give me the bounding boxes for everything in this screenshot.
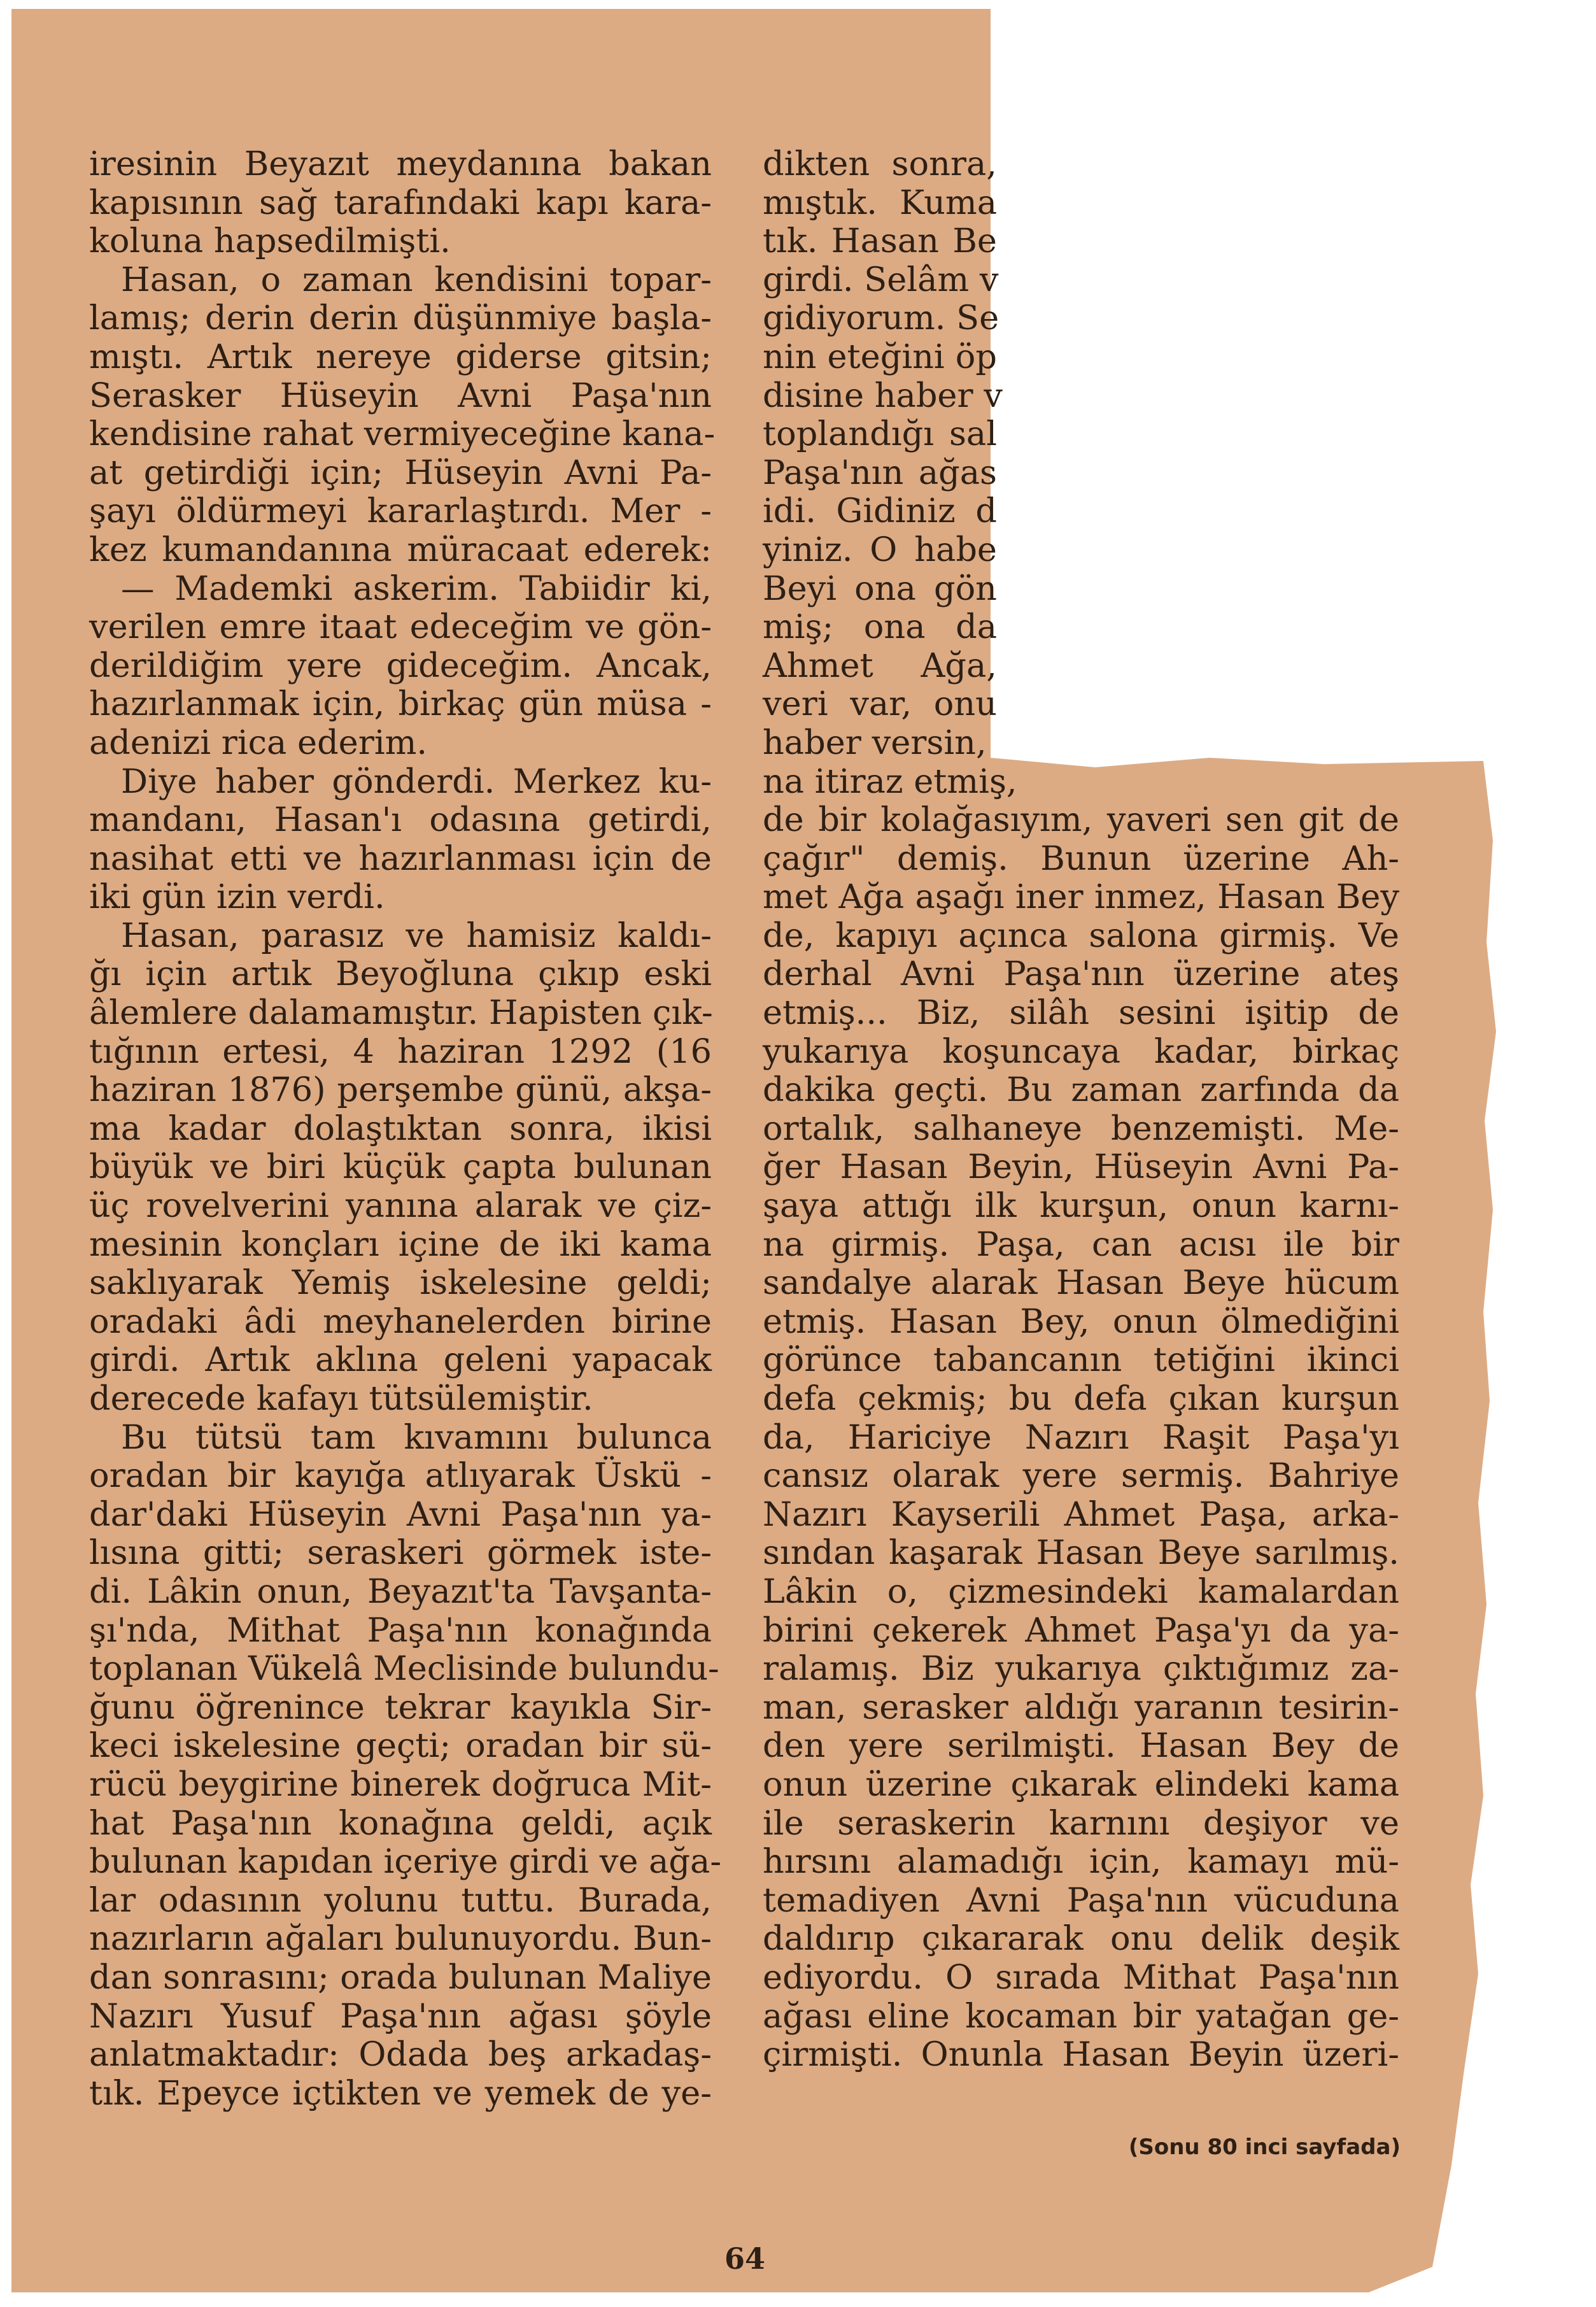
text-line: haziran 1876) perşembe günü, akşa- — [89, 1070, 712, 1110]
text-line: oradan bir kayığa atlıyarak Üskü - — [89, 1456, 712, 1496]
text-line: derecede kafayı tütsülemiştir. — [89, 1379, 593, 1418]
text-line: anlatmaktadır: Odada beş arkadaş- — [89, 2035, 712, 2075]
text-line: toplanan Vükelâ Meclisinde bulundu- — [89, 1649, 719, 1689]
text-line: kapısının sağ tarafındaki kapı kara- — [89, 183, 712, 222]
text-line: Bu tütsü tam kıvamını bulunca — [121, 1417, 712, 1457]
text-line: den yere serilmişti. Hasan Bey de — [763, 1726, 1399, 1766]
text-line: mesinin konçları içine de iki kama — [89, 1224, 712, 1264]
text-line: dar'daki Hüseyin Avni Paşa'nın ya- — [89, 1494, 712, 1534]
text-line: derildiğim yere gideceğim. Ancak, — [89, 646, 712, 685]
text-line: hırsını alamadığı için, kamayı mü- — [763, 1842, 1399, 1882]
continued-note: (Sonu 80 inci sayfada) — [1128, 2134, 1401, 2160]
text-line: da, Hariciye Nazırı Raşit Paşa'yı — [763, 1417, 1399, 1457]
text-line: Paşa'nın ağas — [763, 453, 997, 492]
text-line: âlemlere dalamamıştır. Hapisten çık- — [89, 993, 713, 1033]
text-line: ğer Hasan Beyin, Hüseyin Avni Pa- — [763, 1147, 1399, 1187]
text-line: ediyordu. O sırada Mithat Paşa'nın — [763, 1957, 1399, 1997]
text-line: lar odasının yolunu tuttu. Burada, — [89, 1880, 712, 1920]
text-line: miş; ona da — [763, 607, 997, 647]
text-line: dan sonrasını; orada bulunan Maliye — [89, 1957, 712, 1997]
text-line: temadiyen Avni Paşa'nın vücuduna — [763, 1880, 1399, 1920]
text-line: girdi. Selâm v — [763, 260, 999, 299]
text-line: derhal Avni Paşa'nın üzerine ateş — [763, 955, 1399, 994]
text-line: nasihat etti ve hazırlanması için de — [89, 839, 712, 878]
text-line: hat Paşa'nın konağına geldi, açık — [89, 1803, 712, 1843]
text-line: görünce tabancanın tetiğini ikinci — [763, 1340, 1399, 1380]
text-line: defa çekmiş; bu defa çıkan kurşun — [763, 1379, 1399, 1418]
text-line: lısına gitti; seraskeri görmek iste- — [89, 1533, 712, 1573]
text-line: lamış; derin derin düşünmiye başla- — [89, 299, 712, 338]
text-line: etmiş. Hasan Bey, onun ölmediğini — [763, 1302, 1399, 1341]
left-column — [89, 145, 722, 2113]
text-line: şı'nda, Mithat Paşa'nın konağında — [89, 1610, 712, 1650]
text-line: keci iskelesine geçti; oradan bir sü- — [89, 1726, 712, 1766]
text-line: ğı için artık Beyoğluna çıkıp eski — [89, 955, 712, 994]
text-line: adenizi rica ederim. — [89, 723, 428, 762]
text-line: onun üzerine çıkarak elindeki kama — [763, 1764, 1399, 1804]
text-line: disine haber v — [763, 376, 1003, 415]
text-line: kendisine rahat vermiyeceğine kana- — [89, 415, 716, 454]
text-line: verilen emre itaat edeceğim ve gön- — [89, 607, 712, 647]
text-line: ralamış. Biz yukarıya çıktığımız za- — [763, 1649, 1399, 1689]
text-line: rücü beygirine binerek doğruca Mit- — [89, 1764, 712, 1804]
text-line: gidiyorum. Se — [763, 299, 999, 338]
text-line: sından kaşarak Hasan Beye sarılmış. — [763, 1533, 1399, 1573]
text-line: sandalye alarak Hasan Beye hücum — [763, 1263, 1399, 1303]
text-line: ğunu öğrenince tekrar kayıkla Sir- — [89, 1687, 712, 1727]
text-line: at getirdiği için; Hüseyin Avni Pa- — [89, 453, 712, 492]
text-line: tık. Epeyce içtikten ve yemek de ye- — [89, 2073, 712, 2113]
text-line: mandanı, Hasan'ı odasına getirdi, — [89, 800, 712, 840]
text-line: dakika geçti. Bu zaman zarfında da — [763, 1070, 1399, 1110]
right-column — [763, 145, 1399, 2075]
text-line: daldırıp çıkararak onu delik deşik — [763, 1919, 1399, 1959]
text-line: Nazırı Yusuf Paşa'nın ağası şöyle — [89, 1996, 712, 2036]
text-line: na itiraz etmiş, — [763, 762, 1017, 801]
text-line: Hasan, parasız ve hamisiz kaldı- — [121, 916, 712, 955]
text-line: oradaki âdi meyhanelerden birine — [89, 1302, 712, 1341]
text-line: ortalık, salhaneye benzemişti. Me- — [763, 1109, 1399, 1148]
text-line: veri var, onu — [763, 685, 997, 724]
text-line: yukarıya koşuncaya kadar, birkaç — [763, 1032, 1399, 1071]
text-line: kez kumandanına müracaat ederek: — [89, 530, 712, 569]
text-line: toplandığı sal — [763, 415, 997, 454]
text-line: — Mademki askerim. Tabiidir ki, — [121, 569, 712, 608]
text-line: Beyi ona gön — [763, 569, 997, 608]
text-line: tık. Hasan Be — [763, 222, 997, 261]
right-column-bottom — [763, 763, 1399, 2075]
text-line: Diye haber gönderdi. Merkez ku- — [121, 762, 712, 801]
text-line: hazırlanmak için, birkaç gün müsa - — [89, 685, 712, 724]
text-line: ma kadar dolaştıktan sonra, ikisi — [89, 1109, 712, 1148]
text-line: Ahmet Ağa, — [763, 646, 997, 685]
text-line: birini çekerek Ahmet Paşa'yı da ya- — [763, 1610, 1399, 1650]
text-line: yiniz. O habe — [763, 530, 997, 569]
text-line: girdi. Artık aklına geleni yapacak — [89, 1340, 712, 1380]
text-line: nazırların ağaları bulunuyordu. Bun- — [89, 1919, 712, 1959]
right-column-top — [763, 145, 1399, 763]
text-line: di. Lâkin onun, Beyazıt'ta Tavşanta- — [89, 1572, 712, 1611]
text-line: şaya attığı ilk kurşun, onun karnı- — [763, 1186, 1399, 1226]
text-line: cansız olarak yere sermiş. Bahriye — [763, 1456, 1399, 1496]
text-line: Hasan, o zaman kendisini topar- — [121, 260, 712, 299]
text-line: Nazırı Kayserili Ahmet Paşa, arka- — [763, 1494, 1399, 1534]
text-line: şayı öldürmeyi kararlaştırdı. Mer - — [89, 492, 712, 531]
page-number: 64 — [724, 2241, 765, 2276]
text-line: na girmiş. Paşa, can acısı ile bir — [763, 1224, 1399, 1264]
text-line: tığının ertesi, 4 haziran 1292 (16 — [89, 1032, 712, 1071]
text-line: büyük ve biri küçük çapta bulunan — [89, 1147, 712, 1187]
text-line: de, kapıyı açınca salona girmiş. Ve — [763, 916, 1399, 955]
text-line: çağır" demiş. Bunun üzerine Ah- — [763, 839, 1399, 878]
text-line: dikten sonra, — [763, 145, 997, 183]
text-line: iki gün izin verdi. — [89, 877, 385, 917]
text-line: met Ağa aşağı iner inmez, Hasan Bey — [763, 877, 1399, 917]
text-line: Serasker Hüseyin Avni Paşa'nın — [89, 376, 712, 415]
text-line: iresinin Beyazıt meydanına bakan — [89, 145, 712, 183]
text-line: idi. Gidiniz d — [763, 492, 997, 531]
text-line: mıştı. Artık nereye giderse gitsin; — [89, 337, 712, 376]
text-line: man, serasker aldığı yaranın tesirin- — [763, 1687, 1399, 1727]
text-line: nin eteğini öp — [763, 337, 997, 376]
text-line: çirmişti. Onunla Hasan Beyin üzeri- — [763, 2035, 1399, 2075]
text-line: ağası eline kocaman bir yatağan ge- — [763, 1996, 1399, 2036]
text-line: saklıyarak Yemiş iskelesine geldi; — [89, 1263, 712, 1303]
text-line: koluna hapsedilmişti. — [89, 222, 451, 261]
text-line: etmiş... Biz, silâh sesini işitip de — [763, 993, 1399, 1033]
text-line: bulunan kapıdan içeriye girdi ve ağa- — [89, 1842, 722, 1882]
text-line: de bir kolağasıyım, yaveri sen git de — [763, 800, 1399, 840]
text-line: ile seraskerin karnını deşiyor ve — [763, 1803, 1399, 1843]
text-line: Lâkin o, çizmesindeki kamalardan — [763, 1572, 1399, 1611]
text-line: üç rovelverini yanına alarak ve çiz- — [89, 1186, 712, 1226]
text-line: haber versin, — [763, 723, 987, 762]
text-line: mıştık. Kuma — [763, 183, 997, 222]
